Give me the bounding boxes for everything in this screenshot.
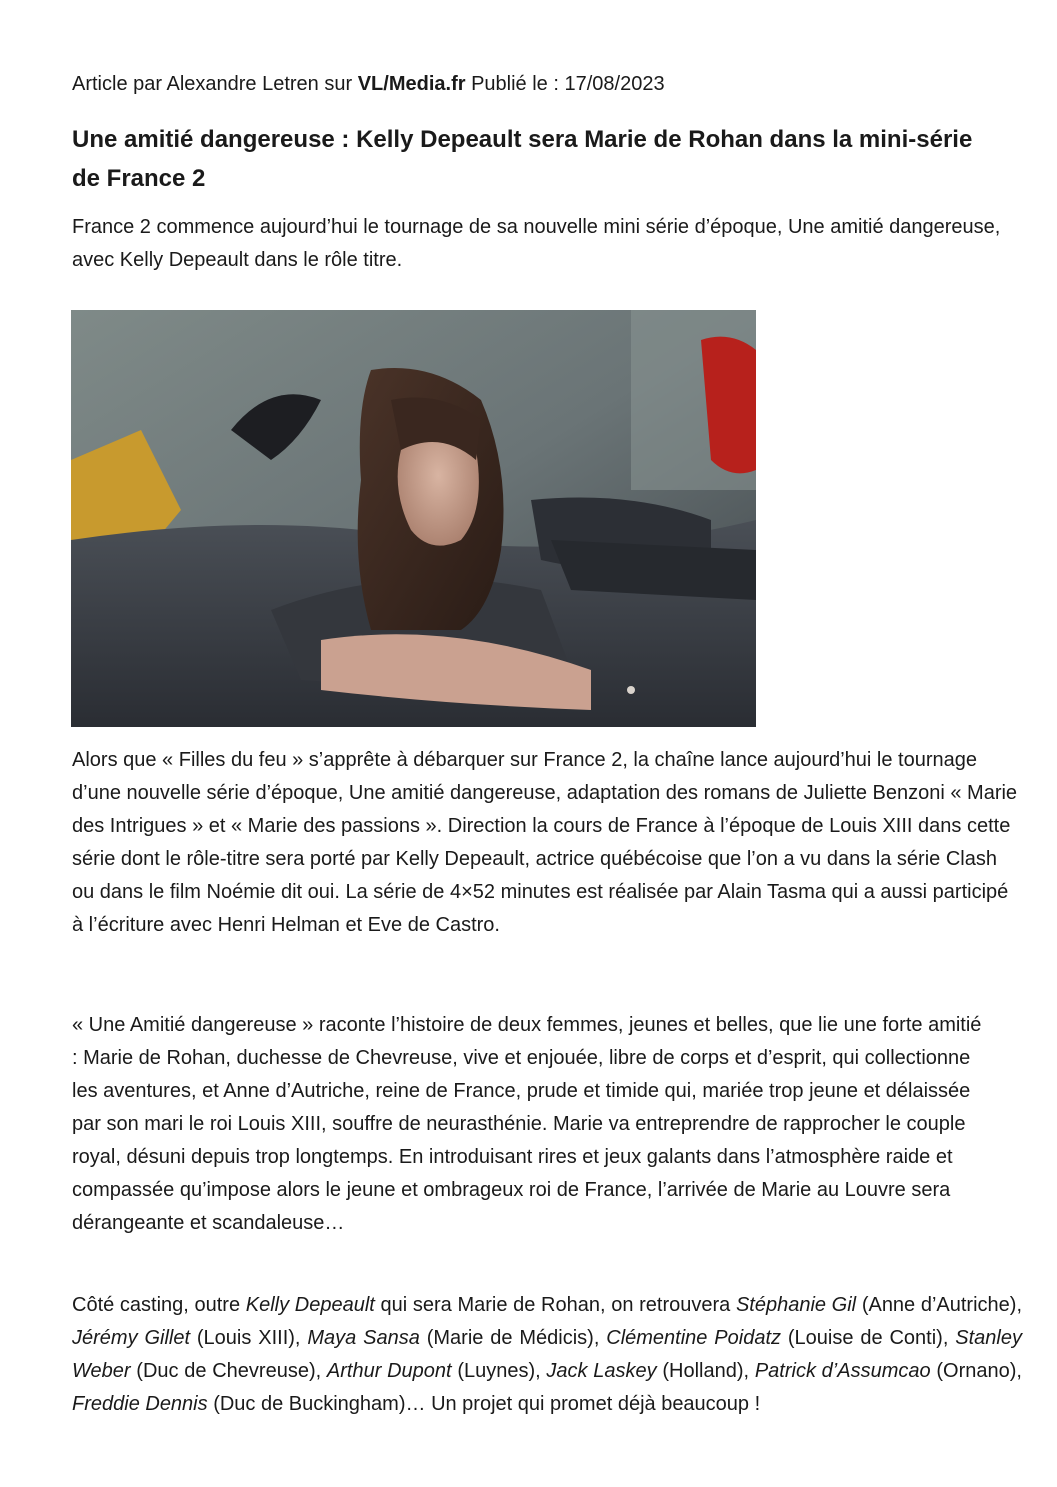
cast-role: (Marie de Médicis), xyxy=(426,1327,600,1349)
cast-role: qui sera Marie de Rohan, on retrouvera xyxy=(380,1294,731,1316)
cast-actor: Jack Laskey xyxy=(546,1360,657,1382)
casting-intro: Côté casting, outre xyxy=(72,1294,241,1316)
casting-paragraph xyxy=(72,1289,1022,1421)
cast-actor: Freddie Dennis xyxy=(72,1393,208,1415)
cast-role: (Anne d’Autriche), xyxy=(861,1294,1023,1316)
cast-role: (Duc de Chevreuse), xyxy=(136,1360,322,1382)
article-paragraph: « Une Amitié dangereuse » raconte l’histoire de deux femmes, jeunes et belles, que lie une forte amitié : Marie de Rohan, duchesse de Chevreuse, vive et enjouée, libre de corps et d’esprit, qui collectionne les aventures, et Anne d’Autriche, reine de France, prude et timide qui, mariée trop jeune et délaissée par son mari le roi Louis XIII, souffre de neurasthénie. Marie va entreprendre de rapprocher le couple royal, désuni depuis trop longtemps. En introduisant rires et jeux galants dans l’atmosphère raide et compassée qu’impose alors le jeune et ombrageux roi de France, l’arrivée de Marie au Louvre sera dérangeante et scandaleuse… xyxy=(72,1014,982,1234)
article-lead: France 2 commence aujourd’hui le tournage de sa nouvelle mini série d’époque, Une amitié dangereuse, avec Kelly Depeault dans le rôle titre. xyxy=(72,216,1001,271)
cast-actor: Jérémy Gillet xyxy=(72,1327,191,1349)
article-photo xyxy=(71,310,756,727)
cast-actor: Clémentine Poidatz xyxy=(606,1327,782,1349)
cast-role: (Ornano), xyxy=(936,1360,1022,1382)
cast-actor: Maya Sansa xyxy=(307,1327,420,1349)
article-paragraph: Alors que « Filles du feu » s’apprête à débarquer sur France 2, la chaîne lance aujourd’hui le tournage d’une nouvelle série d’époque, Une amitié dangereuse, adaptation des romans de Juliette Benzoni « Marie des Intrigues » et « Marie des passions ». Direction la cours de France à l’époque de Louis XIII dans cette série dont le rôle-titre sera porté par Kelly Depeault, actrice québécoise que l’on a vu dans la série Clash ou dans le film Noémie dit oui. La série de 4×52 minutes est réalisée par Alain Tasma qui a aussi participé à l’écriture avec Henri Helman et Eve de Castro. xyxy=(72,749,1018,936)
byline-site: VL/Media.fr xyxy=(357,73,466,95)
cast-role: (Luynes), xyxy=(457,1360,541,1382)
cast-role: (Louis XIII), xyxy=(196,1327,301,1349)
cast-actor: Stanley Weber xyxy=(72,1327,1022,1382)
cast-role: (Holland), xyxy=(662,1360,750,1382)
cast-actor: Patrick d’Assumcao xyxy=(754,1360,931,1382)
cast-actor: Kelly Depeault xyxy=(245,1294,375,1316)
casting-outro: Un projet qui promet déjà beaucoup ! xyxy=(431,1393,761,1415)
cast-actor: Stéphanie Gil xyxy=(735,1294,857,1316)
byline-author: Article par Alexandre Letren sur xyxy=(72,73,353,95)
byline xyxy=(72,70,665,98)
cast-role: (Duc de Buckingham)… xyxy=(213,1393,426,1415)
byline-date: Publié le : 17/08/2023 xyxy=(471,73,665,95)
article-title: Une amitié dangereuse : Kelly Depeault sera Marie de Rohan dans la mini-série de France 2 xyxy=(72,126,973,192)
cast-actor: Arthur Dupont xyxy=(326,1360,452,1382)
cast-role: (Louise de Conti), xyxy=(787,1327,949,1349)
